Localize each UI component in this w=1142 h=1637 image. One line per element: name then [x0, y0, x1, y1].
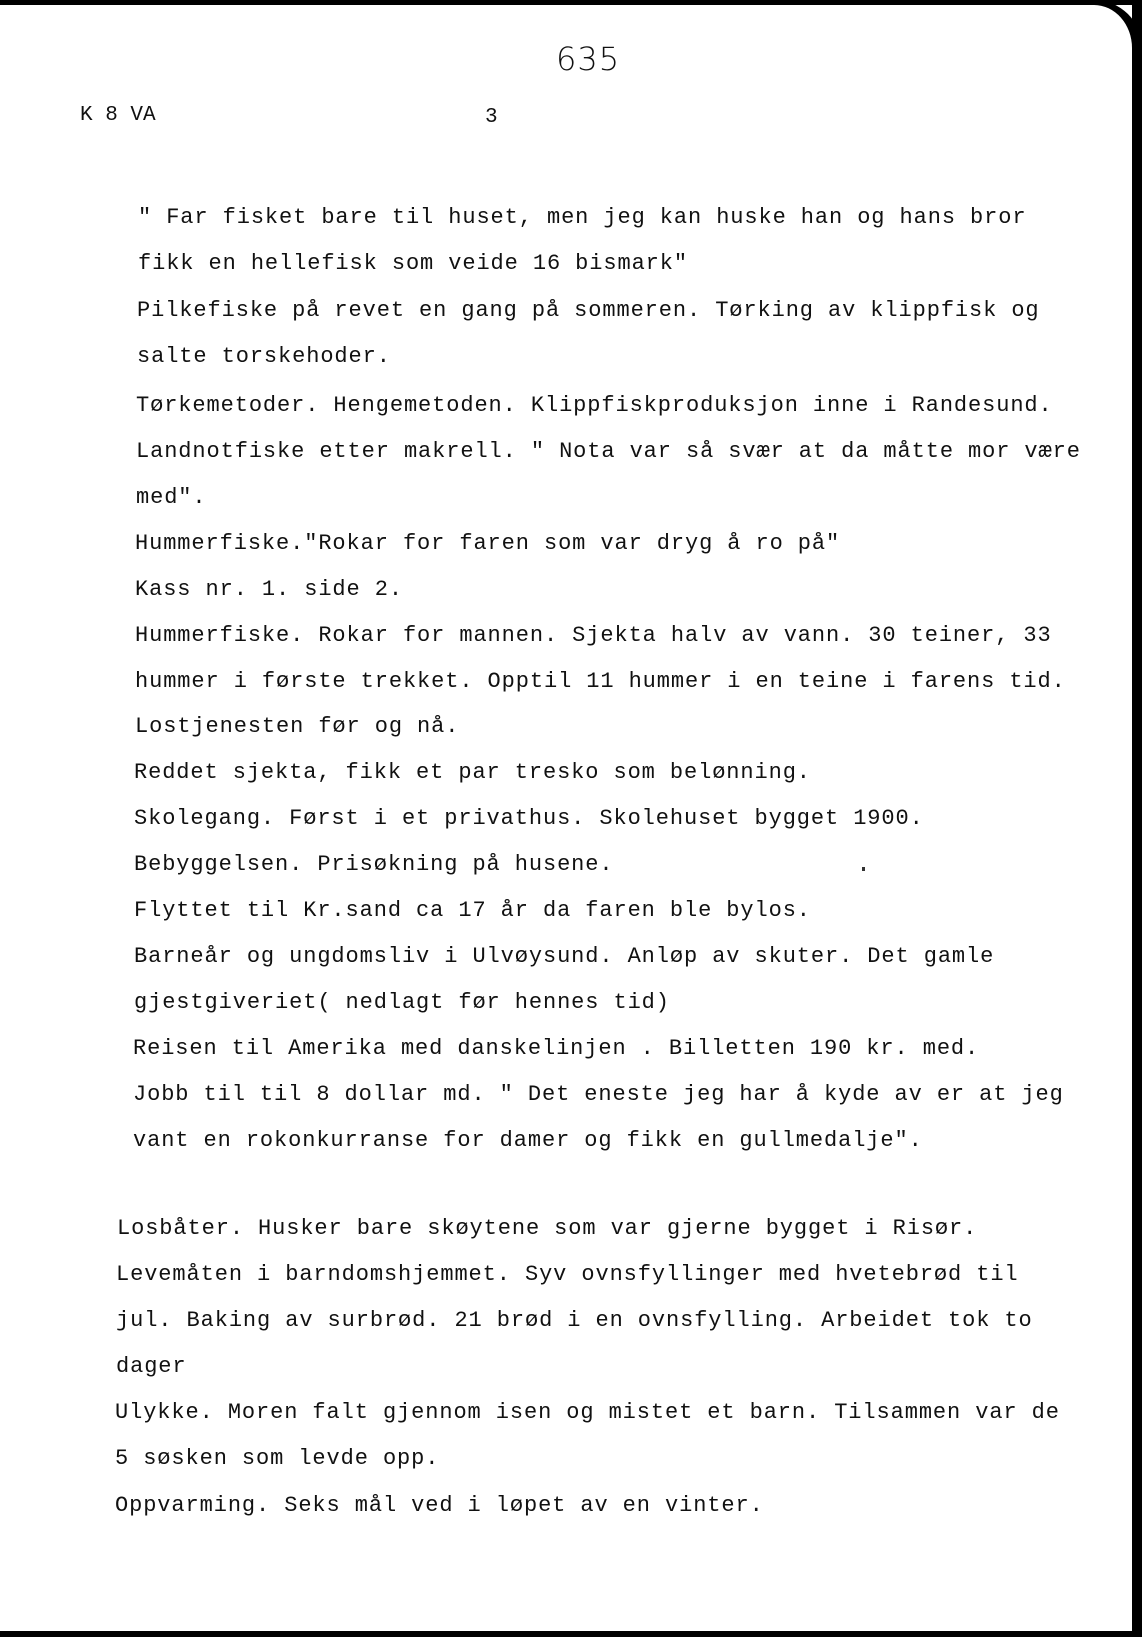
- page-number: 635: [556, 40, 621, 78]
- text-line: Pilkefiske på revet en gang på sommeren. Tørking av klippfisk og: [137, 298, 1040, 323]
- text-line: Hummerfiske."Rokar for faren som var dryg å ro på": [135, 531, 841, 556]
- text-line: Landnotfiske etter makrell. " Nota var så svær at da måtte mor være: [136, 439, 1081, 464]
- text-line: med".: [136, 485, 207, 510]
- archive-code: K 8 VA: [80, 104, 156, 127]
- text-line: Reddet sjekta, fikk et par tresko som belønning.: [134, 760, 811, 785]
- text-line: Levemåten i barndomshjemmet. Syv ovnsfyllinger med hvetebrød til: [116, 1262, 1019, 1287]
- scan-edge-top: [0, 0, 1142, 5]
- text-line: hummer i første trekket. Opptil 11 hummer i en teine i farens tid.: [135, 669, 1066, 694]
- text-line: Reisen til Amerika med danskelinjen . Billetten 190 kr. med.: [133, 1036, 980, 1061]
- text-line: gjestgiveriet( nedlagt før hennes tid): [134, 990, 670, 1015]
- text-line: jul. Baking av surbrød. 21 brød i en ovnsfylling. Arbeidet tok to: [116, 1308, 1033, 1333]
- text-line: Hummerfiske. Rokar for mannen. Sjekta halv av vann. 30 teiner, 33: [135, 623, 1052, 648]
- sheet-number: 3: [485, 106, 498, 129]
- text-line: fikk en hellefisk som veide 16 bismark": [138, 251, 688, 276]
- text-line: Losbåter. Husker bare skøytene som var gjerne bygget i Risør.: [117, 1216, 978, 1241]
- text-line: " Far fisket bare til huset, men jeg kan huske han og hans bror: [138, 205, 1027, 230]
- text-line: Flyttet til Kr.sand ca 17 år da faren ble bylos.: [134, 898, 811, 923]
- text-line: 5 søsken som levde opp.: [115, 1446, 440, 1471]
- text-line: Oppvarming. Seks mål ved i løpet av en vinter.: [115, 1493, 764, 1518]
- text-line: Skolegang. Først i et privathus. Skolehuset bygget 1900.: [134, 806, 924, 831]
- text-line: Ulykke. Moren falt gjennom isen og mistet et barn. Tilsammen var de: [115, 1400, 1060, 1425]
- text-line: Barneår og ungdomsliv i Ulvøysund. Anløp av skuter. Det gamle: [134, 944, 995, 969]
- text-line: Jobb til til 8 dollar md. " Det eneste jeg har å kyde av er at jeg: [133, 1082, 1064, 1107]
- scan-speck: [862, 867, 865, 871]
- text-line: Bebyggelsen. Prisøkning på husene.: [134, 852, 614, 877]
- text-line: Tørkemetoder. Hengemetoden. Klippfiskproduksjon inne i Randesund.: [136, 393, 1053, 418]
- text-line: dager: [116, 1354, 187, 1379]
- text-line: Lostjenesten før og nå.: [135, 714, 460, 739]
- text-line: Kass nr. 1. side 2.: [135, 577, 403, 602]
- text-line: vant en rokonkurranse for damer og fikk en gullmedalje".: [133, 1128, 923, 1153]
- text-line: salte torskehoder.: [137, 344, 391, 369]
- scan-edge-right: [1132, 0, 1142, 1637]
- scan-edge-bottom: [0, 1631, 1142, 1637]
